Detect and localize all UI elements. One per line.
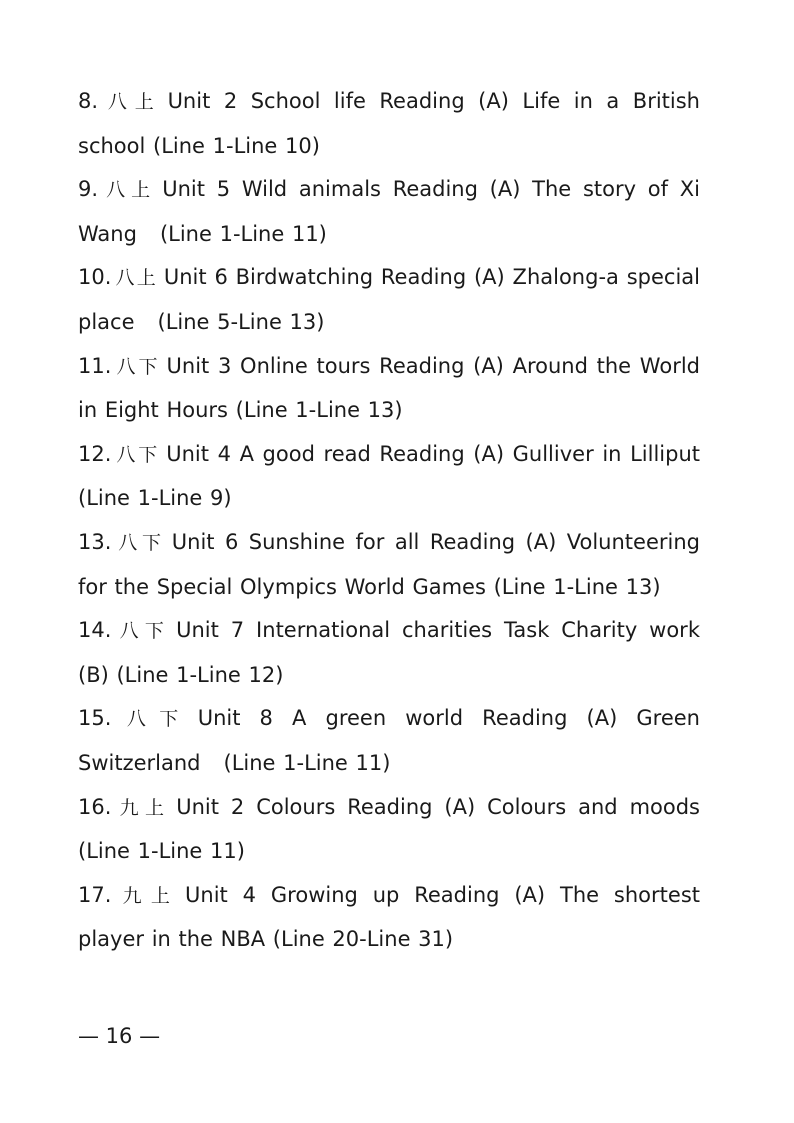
grade-label: 八下 — [115, 620, 171, 643]
list-item — [78, 345, 700, 433]
item-number: 9. — [78, 177, 99, 202]
item-number: 10. — [78, 265, 112, 290]
page-number: — 16 — — [78, 1024, 161, 1048]
item-number: 13. — [78, 529, 112, 554]
item-number: 16. — [78, 794, 112, 819]
list-item — [78, 256, 700, 344]
item-text: Unit 3 Online tours Reading (A) Around the World in Eight Hours (Line 1-Line 13) — [78, 353, 700, 423]
item-number: 17. — [78, 882, 112, 907]
list-item — [78, 521, 700, 609]
grade-label: 八下 — [115, 708, 192, 731]
item-text: Unit 5 Wild animals Reading (A) The story of Xi Wang (Line 1-Line 11) — [78, 177, 700, 246]
grade-label: 八下 — [115, 531, 166, 554]
grade-label: 九上 — [115, 796, 171, 819]
item-number: 14. — [78, 618, 112, 643]
grade-label: 八上 — [102, 179, 157, 202]
list-item — [78, 609, 700, 697]
item-text: Unit 2 School life Reading (A) Life in a British school (Line 1-Line 10) — [78, 89, 700, 158]
item-text: Unit 2 Colours Reading (A) Colours and moods (Line 1-Line 11) — [78, 794, 700, 864]
grade-label: 八下 — [115, 443, 161, 466]
item-text: Unit 4 A good read Reading (A) Gulliver in Lilliput (Line 1-Line 9) — [78, 441, 700, 511]
grade-label: 八上 — [102, 91, 162, 113]
list-item — [78, 874, 700, 962]
list-item — [78, 80, 700, 168]
grade-label: 八上 — [115, 267, 158, 290]
item-text: Unit 4 Growing up Reading (A) The shortest player in the NBA (Line 20-Line 31) — [78, 882, 700, 952]
item-number: 11. — [78, 353, 112, 378]
grade-label: 九上 — [115, 884, 180, 907]
item-number: 8. — [78, 89, 99, 113]
item-text: Unit 6 Sunshine for all Reading (A) Volunteering for the Special Olympics World Games (Line 1-Line 13) — [78, 529, 700, 599]
item-text: Unit 6 Birdwatching Reading (A) Zhalong-a special place (Line 5-Line 13) — [78, 265, 700, 334]
list-item — [78, 433, 700, 521]
item-text: Unit 8 A green world Reading (A) Green Switzerland (Line 1-Line 11) — [78, 706, 700, 775]
list-item — [78, 786, 700, 874]
list-item — [78, 697, 700, 785]
item-number: 15. — [78, 706, 112, 731]
item-number: 12. — [78, 441, 112, 466]
grade-label: 八下 — [115, 355, 161, 378]
list-item — [78, 168, 700, 256]
reading-list — [78, 80, 700, 962]
item-text: Unit 7 International charities Task Charity work (B) (Line 1-Line 12) — [78, 618, 700, 687]
